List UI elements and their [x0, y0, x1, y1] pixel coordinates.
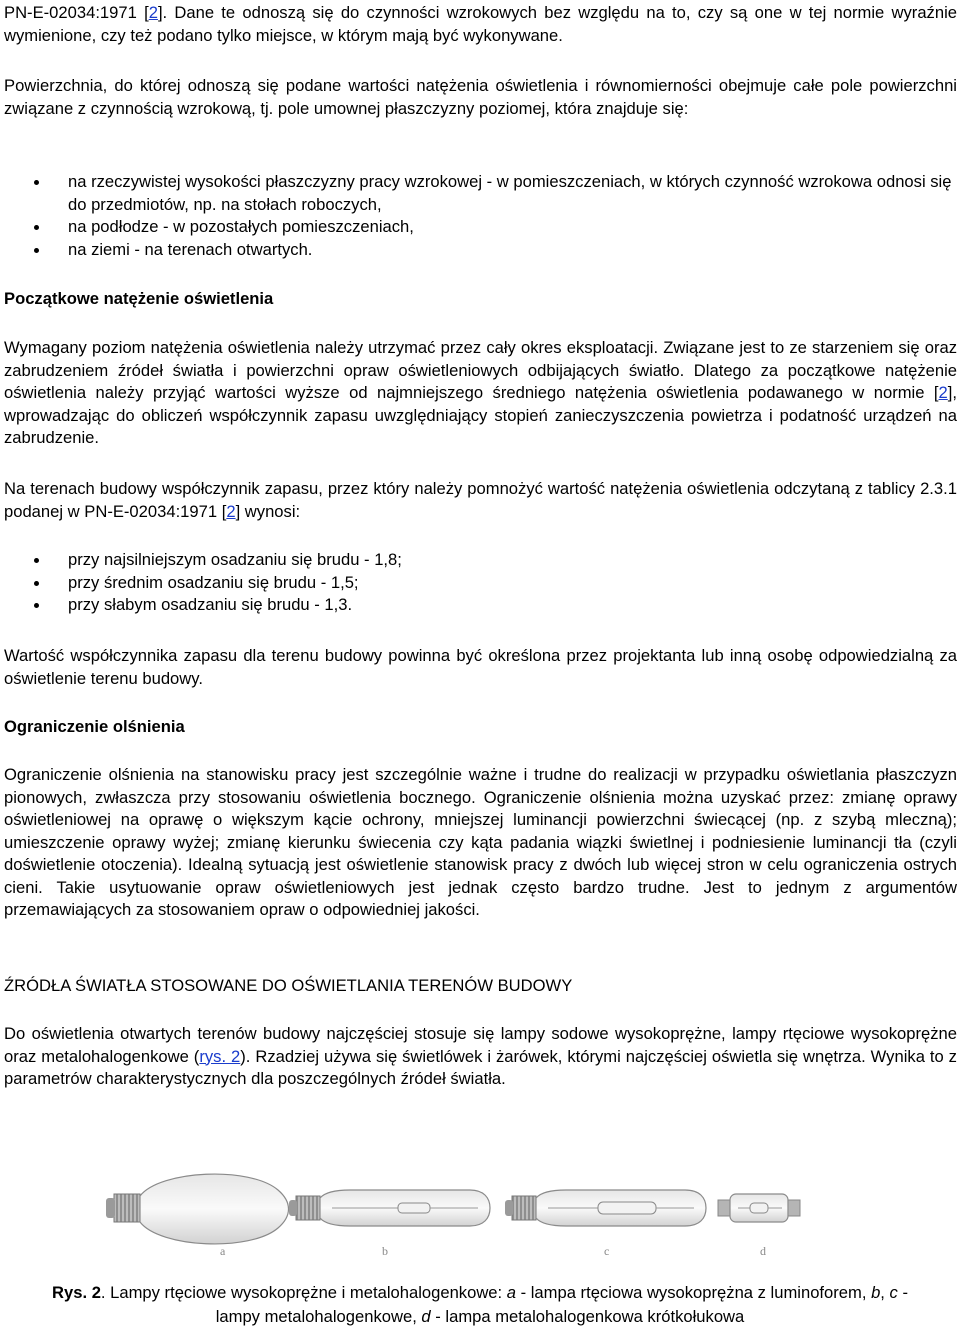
factor-text-end: ] wynosi: [235, 501, 301, 521]
surface-paragraph: Powierzchnia, do której odnoszą się podane wartości natężenia oświetlenia i równomierności obejmuje całe pole powierzchni związane z czynnością wzrokową, tj. pole umownej płaszczyzny poziomej, która znajduje się: [4, 76, 957, 118]
initial-text-start: Wymagany poziom natężenia oświetlenia należy utrzymać przez cały okres eksploatacji. Związane jest to ze starzeniem się oraz zabrudzeniem źródeł światła i powierzchni opraw oświetleniowych odbijających światło. Dlatego za początkowe natężenie oświetlenia należy przyjąć wartości wyższe od najmniejszego średniego natężenia oświetlenia podawanego w normie [ [4, 338, 957, 402]
lamp-d-label: d [760, 1244, 766, 1258]
heading-initial-illuminance: Początkowe natężenie oświetlenia [4, 289, 274, 308]
lamp-c-label: c [604, 1244, 610, 1258]
light-sources-paragraph [4, 1023, 957, 1091]
lamps-figure [100, 1160, 820, 1260]
lamp-c-illustration [505, 1190, 706, 1258]
maintenance-factor-list [4, 549, 957, 617]
figure-caption [30, 1281, 930, 1329]
sources-text-end: ). Rzadziej używa się świetlówek i żarówek, którymi najczęściej oświetla się wnętrza. Wynika to z parametrów charakterystycznych dla poszczególnych źródeł światła. [4, 1046, 957, 1088]
caption-letter-c: c [889, 1283, 898, 1302]
caption-text: - lampa rtęciowa wysokoprężna z luminoforem, [516, 1283, 872, 1302]
intro-text-end: ]. Dane te odnoszą się do czynności wzrokowych bez względu na to, czy są one w tej normie wyraźnie wymienione, czy też podano tylko miejsce, w którym mają być wykonywane. [4, 3, 957, 45]
lamp-a-illustration [106, 1174, 289, 1258]
caption-text: , [880, 1283, 890, 1302]
list-item: na podłodze - w pozostałych pomieszczeniach, [4, 216, 957, 239]
maintenance-factor-paragraph [4, 478, 957, 523]
factor-text-start: Na terenach budowy współczynnik zapasu, przez który należy pomnożyć wartość natężenia oświetlenia odczytaną z tablicy 2.3.1 podanej w PN-E-02034:1971 [ [4, 479, 957, 521]
reference-link-2[interactable]: 2 [938, 383, 948, 402]
intro-text-start: PN-E-02034:1971 [ [4, 3, 149, 22]
caption-text: . Lampy rtęciowe wysokoprężne i metalohalogenkowe: [100, 1283, 507, 1302]
list-item: na ziemi - na terenach otwartych. [4, 239, 957, 262]
lamp-b-illustration [289, 1190, 490, 1258]
caption-text: - lampa metalohalogenkowa krótkołukowa [430, 1307, 745, 1326]
surface-list [4, 171, 957, 261]
lamp-d-illustration [718, 1194, 800, 1258]
caption-text: - lampy metalohalogenkowe, [215, 1283, 908, 1326]
glare-paragraph: Ograniczenie olśnienia na stanowisku pracy jest szczególnie ważne i trudne do realizacji w przypadku oświetlania płaszczyzn pionowych, zwłaszcza przy stosowaniu oświetlenia bocznego. Ograniczenie olśnienia można uzyskać przez: zmianę oprawy oświetleniowej na oprawę o większym kącie ochrony, mniejszej luminancji powierzchni świecącej (np. z szybą mleczną); umieszczenie oprawy wyżej; zmianę kierunku świecenia czy kąta padania wiązki świetlnej i podniesienie luminancji tła (czyli doświetlenie otoczenia). Idealną sytuacją jest oświetlenie stanowisk pracy z dwóch lub więcej stron w celu ograniczenia ostrych cieni. Takie usytuowanie opraw oświetleniowych jest jednak często bardzo trudne. Jest to jednym z argumentów przemawiających za stosowaniem opraw o odpowiedniej jakości. [4, 765, 957, 919]
intro-paragraph [4, 2, 957, 47]
caption-label: Rys. 2 [52, 1283, 101, 1302]
initial-illuminance-paragraph [4, 337, 957, 450]
caption-letter-d: d [421, 1307, 431, 1326]
lamp-a-label: a [220, 1244, 226, 1258]
figure-link-rys-2[interactable]: rys. 2 [199, 1046, 241, 1066]
list-item: przy najsilniejszym osadzaniu się brudu - 1,8; [4, 549, 957, 572]
heading-glare-limitation: Ograniczenie olśnienia [4, 717, 185, 736]
list-item: na rzeczywistej wysokości płaszczyzny pracy wzrokowej - w pomieszczeniach, w których czynność wzrokowa odnosi się do przedmiotów, np. na stołach roboczych, [4, 171, 957, 216]
maintenance-factor-note: Wartość współczynnika zapasu dla terenu budowy powinna być określona przez projektanta lub inną osobę odpowiedzialną za oświetlenie terenu budowy. [4, 646, 957, 688]
caption-letter-a: a [506, 1283, 516, 1302]
lamp-b-label: b [382, 1244, 388, 1258]
list-item: przy słabym osadzaniu się brudu - 1,3. [4, 594, 957, 617]
reference-link-2[interactable]: 2 [148, 3, 158, 22]
list-item: przy średnim osadzaniu się brudu - 1,5; [4, 572, 957, 595]
reference-link-2[interactable]: 2 [226, 501, 236, 521]
heading-light-sources: ŹRÓDŁA ŚWIATŁA STOSOWANE DO OŚWIETLANIA TERENÓW BUDOWY [4, 976, 573, 995]
initial-text-end: ], wprowadzając do obliczeń współczynnik zapasu uwzględniający stopień zanieczyszczenia powietrza i podatność urządzeń na zabrudzenie. [4, 383, 957, 447]
caption-letter-b: b [871, 1283, 881, 1302]
sources-text-start: Do oświetlenia otwartych terenów budowy najczęściej stosuje się lampy sodowe wysokoprężne, lampy rtęciowe wysokoprężne oraz metalohalogenkowe ( [4, 1024, 957, 1066]
